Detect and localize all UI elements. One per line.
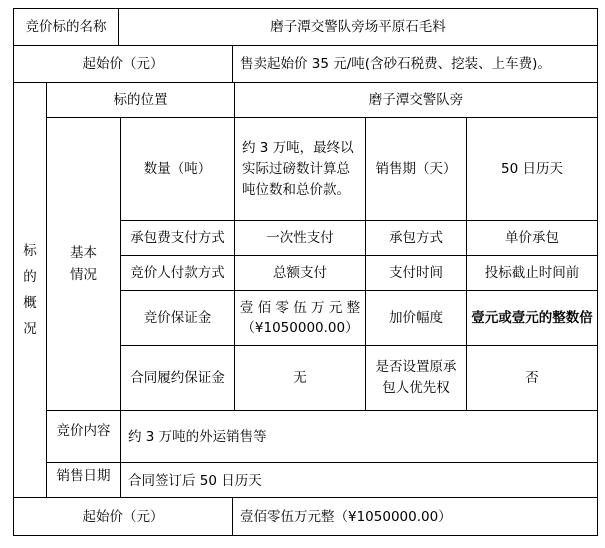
- item-name-value: 磨子潭交警队旁场平原石毛料: [270, 19, 446, 35]
- payment-method-value: 总额支付: [273, 265, 327, 281]
- start-price-bottom-value: 壹佰零伍万元整（¥1050000.00）: [240, 508, 452, 525]
- deposit-label: 竞价保证金: [143, 310, 212, 326]
- overview-label-char: 概: [23, 295, 37, 311]
- priority-label: 是否设置原承包人优先权: [375, 359, 457, 396]
- basic-info-label: 基本 情况: [70, 245, 97, 283]
- overview-label-char: 况: [23, 321, 37, 337]
- quantity-label: 数量（吨）: [143, 161, 212, 177]
- sale-period-value: 50 日历天: [501, 161, 563, 177]
- content-value: 约 3 万吨的外运销售等: [128, 428, 267, 445]
- payment-time-label: 支付时间: [389, 265, 443, 281]
- content-label: 竞价内容: [56, 423, 111, 439]
- sale-date-value: 合同签订后 50 日历天: [128, 473, 262, 489]
- overview-label: [14, 83, 46, 497]
- overview-label-char: 标: [23, 243, 37, 259]
- contract-fee-value: 一次性支付: [266, 230, 334, 246]
- deposit-value: 壹 佰 零 伍 万 元 整（¥1050000.00）: [239, 300, 361, 336]
- item-name-label: 竞价标的名称: [25, 19, 107, 35]
- start-price-label: 起始价（元）: [82, 56, 164, 72]
- performance-bond-value: 无: [293, 370, 307, 386]
- contract-mode-label: 承包方式: [389, 230, 443, 246]
- payment-method-label: 竞价人付款方式: [130, 265, 225, 281]
- contract-fee-label: 承包费支付方式: [130, 230, 225, 246]
- overview-label-char: 的: [23, 269, 37, 285]
- start-price-bottom-label: 起始价（元）: [82, 508, 164, 525]
- performance-bond-label: 合同履约保证金: [130, 370, 225, 386]
- sale-date-label: 销售日期: [56, 468, 111, 484]
- increment-label: 加价幅度: [389, 310, 443, 326]
- quantity-value: 约 3 万吨，最终以实际过磅数计算总吨位数和总价款。: [242, 139, 354, 198]
- contract-mode-value: 单价承包: [505, 230, 559, 246]
- increment-value: 壹元或壹元的整数倍: [471, 309, 593, 326]
- priority-value: 否: [525, 370, 539, 386]
- sale-period-label: 销售期（天）: [375, 161, 457, 177]
- location-value: 磨子潭交警队旁: [368, 92, 464, 108]
- start-price-value: 售卖起始价 35 元/吨(含砂石税费、挖装、上车费)。: [240, 56, 551, 72]
- location-label: 标的位置: [113, 92, 168, 108]
- payment-time-value: 投标截止时间前: [484, 265, 580, 281]
